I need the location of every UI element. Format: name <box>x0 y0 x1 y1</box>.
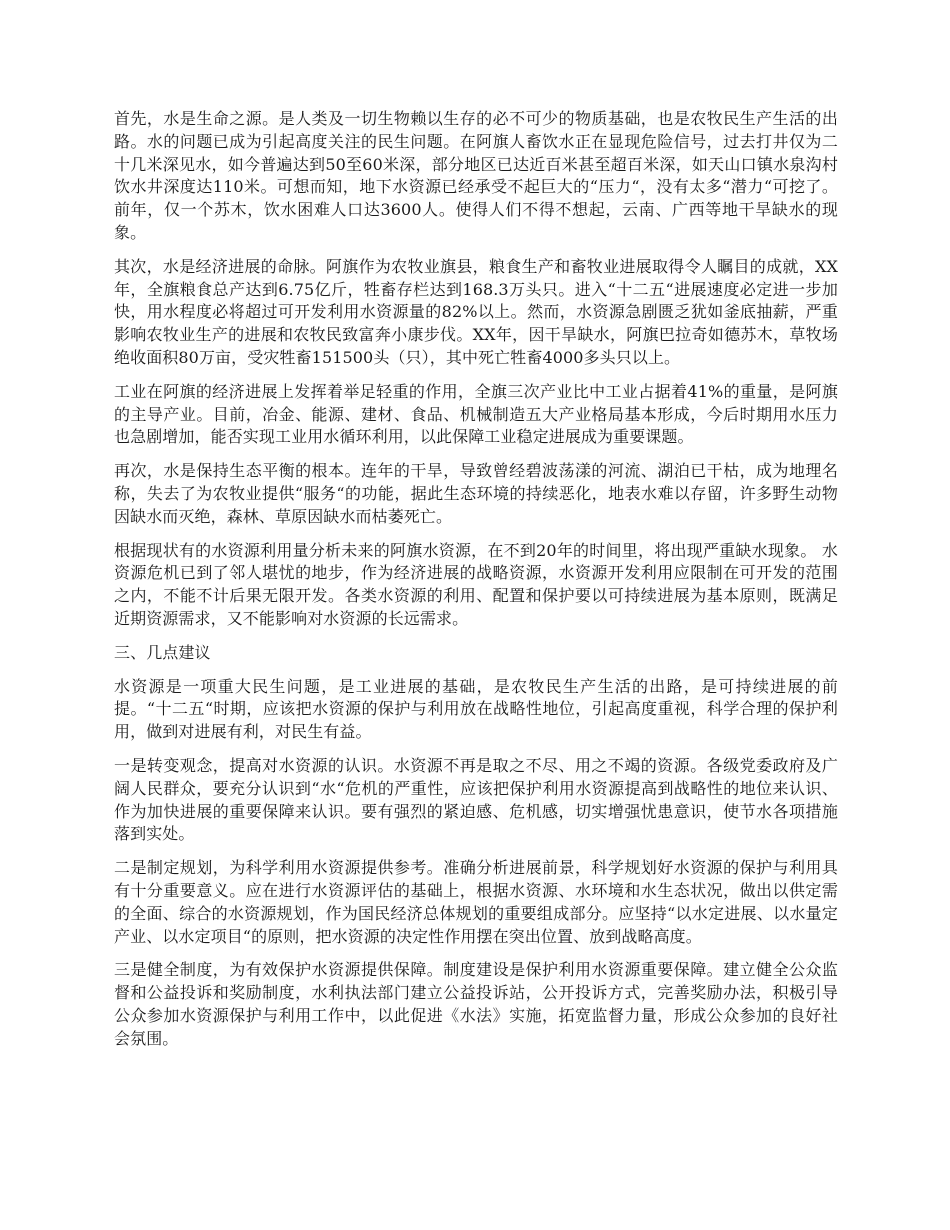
paragraph-industry: 工业在阿旗的经济进展上发挥着举足轻重的作用，全旗三次产业比中工业占据着41%的重量，是阿旗的主导产业。目前，冶金、能源、建材、食品、机械制造五大产业格局基本形成，今后时期用水压力也急剧增加，能否实现工业用水循环利用，以此保障工业稳定进展成为重要课题。 <box>114 381 838 447</box>
paragraph-suggestion-two: 二是制定规划，为科学利用水资源提供参考。准确分析进展前景，科学规划好水资源的保护与利用具有十分重要意义。应在进行水资源评估的基础上，根据水资源、水环境和水生态状况，做出以供定需的全面、综合的水资源规划，作为国民经济总体规划的重要组成部分。应坚持“以水定进展、以水量定产业、以水定项目“的原则，把水资源的决定性作用摆在突出位置、放到战略高度。 <box>114 858 838 946</box>
paragraph-livelihood-issue: 水资源是一项重大民生问题，是工业进展的基础，是农牧民生产生活的出路，是可持续进展的前提。“十二五“时期，应该把水资源的保护与利用放在战略性地位，引起高度重视，科学合理的保护利用，做到对进展有利，对民生有益。 <box>114 676 838 742</box>
paragraph-suggestion-three: 三是健全制度，为有效保护水资源提供保障。制度建设是保护利用水资源重要保障。建立健全公众监督和公益投诉和奖励制度，水利执法部门建立公益投诉站，公开投诉方式，完善奖励办法，积极引导公众参加水资源保护与利用工作中，以此促进《水法》实施，拓宽监督力量，形成公众参加的良好社会氛围。 <box>114 960 838 1048</box>
paragraph-suggestion-one: 一是转变观念，提高对水资源的认识。水资源不再是取之不尽、用之不竭的资源。各级党委政府及广阔人民群众，要充分认识到“水“危机的严重性，应该把保护利用水资源提高到战略性的地位来认识、作为加快进展的重要保障来认识。要有强烈的紧迫感、危机感，切实增强忧患意识，使节水各项措施落到实处。 <box>114 755 838 844</box>
document-body <box>114 108 838 1061</box>
paragraph-ecological-balance: 再次，水是保持生态平衡的根本。连年的干旱，导致曾经碧波荡漾的河流、湖泊已干枯，成为地理名称，失去了为农牧业提供“服务“的功能，据此生态环境的持续恶化，地表水难以存留，许多野生动物因缺水而灭绝，森林、草原因缺水而枯萎死亡。 <box>114 461 838 526</box>
paragraph-future-shortage: 根据现状有的水资源利用量分析未来的阿旗水资源，在不到20年的时间里，将出现严重缺水现象。 水资源危机已到了邻人堪忧的地步，作为经济进展的战略资源，水资源开发利用应限制在可开发的范围之内，不能不计后果无限开发。各类水资源的利用、配置和保护要以可持续进展为基本原则，既满足近期资源需求，又不能影响对水资源的长远需求。 <box>114 540 838 628</box>
paragraph-water-source-of-life: 首先，水是生命之源。是人类及一切生物赖以生存的必不可少的物质基础，也是农牧民生产生活的出路。水的问题已成为引起高度关注的民生问题。在阿旗人畜饮水正在显现危险信号，过去打井仅为二十几米深见水，如今普遍达到50至60米深，部分地区已达近百米甚至超百米深，如天山口镇水泉沟村饮水井深度达110米。可想而知，地下水资源已经承受不起巨大的“压力“，没有太多“潜力“可挖了。前年，仅一个苏木，饮水困难人口达3600人。使得人们不得不想起，云南、广西等地干旱缺水的现象。 <box>114 109 838 242</box>
paragraph-economic-lifeline: 其次，水是经济进展的命脉。阿旗作为农牧业旗县，粮食生产和畜牧业进展取得令人瞩目的成就，XX年，全旗粮食总产达到6.75亿斤，牲畜存栏达到168.3万头只。进入“十二五“进展速度必定进一步加快，用水程度必将超过可开发利用水资源量的82%以上。然而，水资源急剧匮乏犹如釜底抽薪，严重影响农牧业生产的进展和农牧民致富奔小康步伐。XX年，因干旱缺水，阿旗巴拉奇如德苏木，草牧场绝收面积80万亩，受灾牲畜151500头（只），其中死亡牲畜4000多头只以上。 <box>114 256 838 367</box>
section-heading-suggestions: 三、几点建议 <box>114 642 211 662</box>
